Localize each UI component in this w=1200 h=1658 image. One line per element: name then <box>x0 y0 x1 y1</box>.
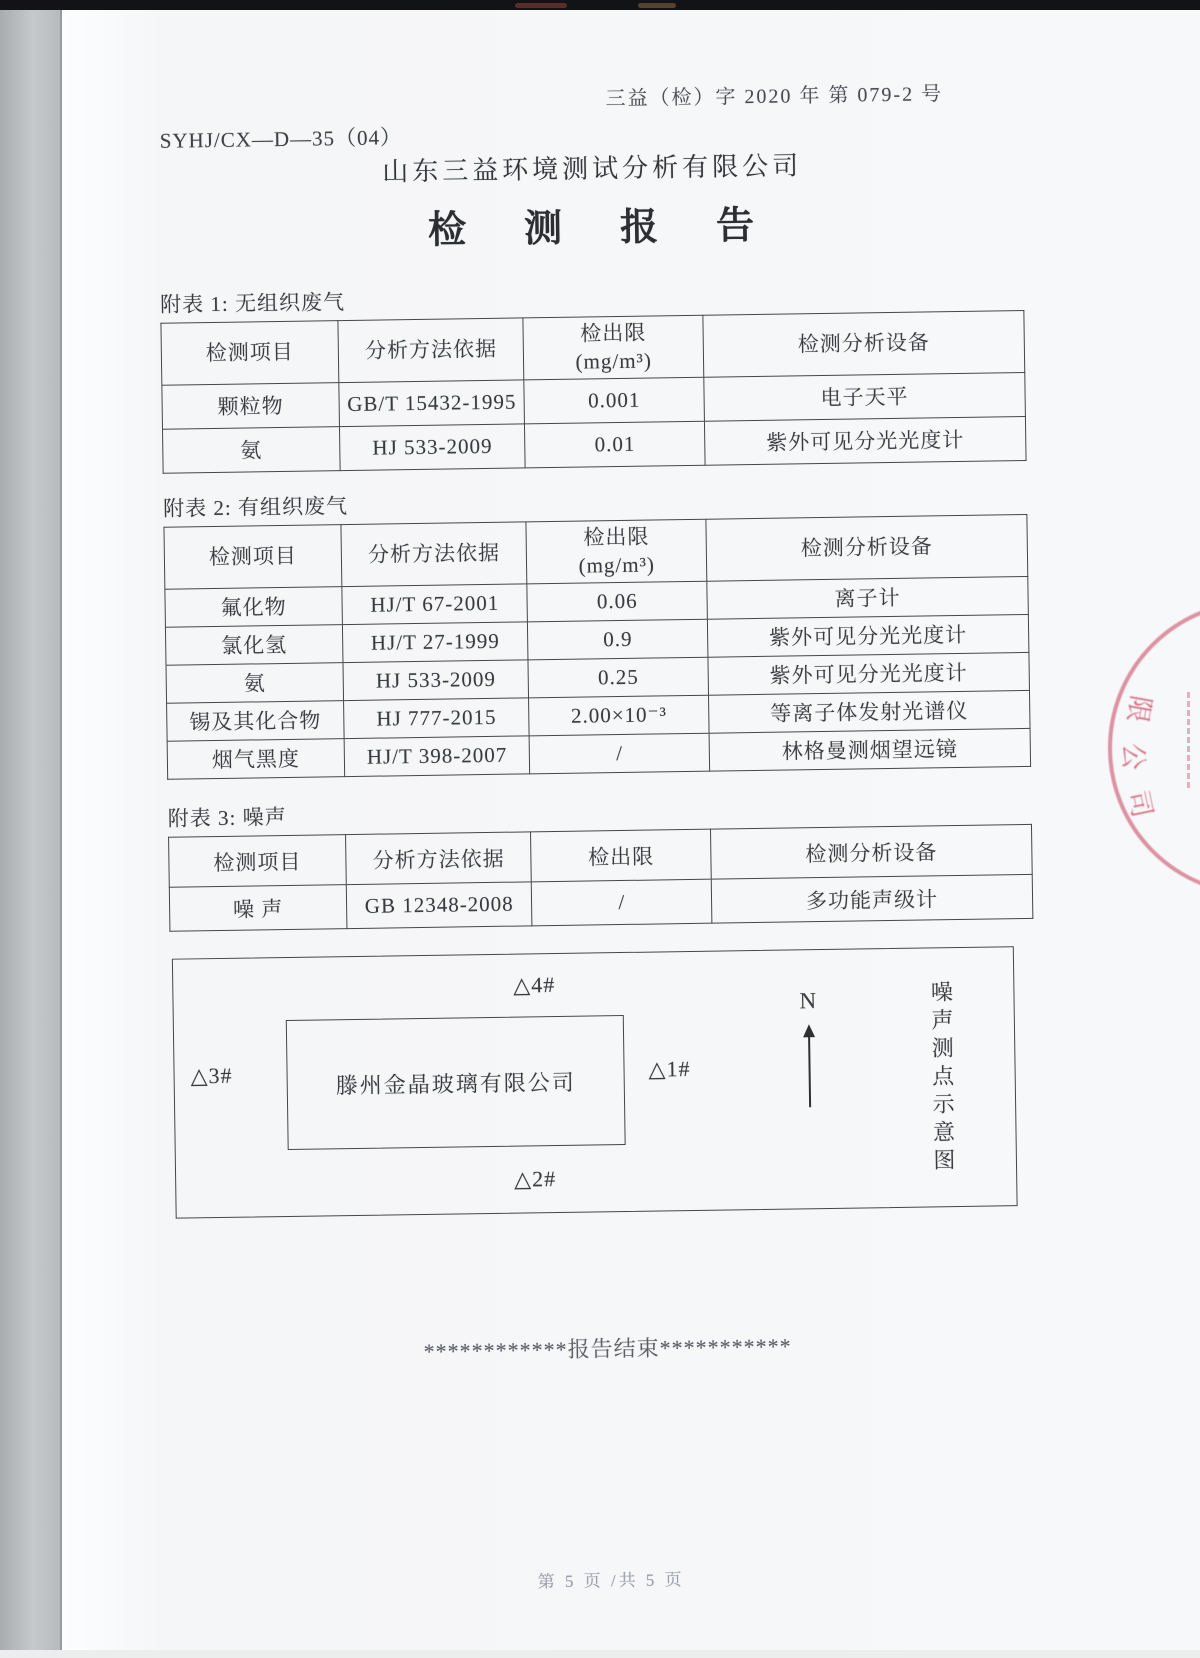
measure-point-1: △1# <box>648 1056 691 1082</box>
cell: 颗粒物 <box>162 382 340 429</box>
cell: 0.001 <box>524 377 704 424</box>
paper <box>62 10 1200 1650</box>
north-label: N <box>799 988 817 1014</box>
form-code: SYHJ/CX—D—35（04） <box>159 125 403 153</box>
cell: HJ 777-2015 <box>343 698 529 739</box>
col-header-equipment: 检测分析设备 <box>703 310 1025 376</box>
cell: 烟气黑度 <box>167 738 344 779</box>
cell: 离子计 <box>707 576 1029 619</box>
cell: 锡及其化合物 <box>167 700 344 741</box>
cell: 紫外可见分光光度计 <box>704 416 1026 465</box>
cell: 紫外可见分光光度计 <box>708 652 1030 695</box>
col-header-equipment: 检测分析设备 <box>706 514 1028 580</box>
cell: HJ/T 398-2007 <box>344 736 530 777</box>
page-number: 第 5 页 /共 5 页 <box>537 1570 685 1592</box>
cell: 等离子体发射光谱仪 <box>708 690 1030 733</box>
section-organized-gas <box>163 480 1031 779</box>
col-header-item: 检测项目 <box>164 525 342 589</box>
scan-artifact <box>515 3 567 8</box>
cell: 0.06 <box>527 581 707 622</box>
col-header-method: 分析方法依据 <box>341 522 527 586</box>
section-noise <box>168 790 1034 932</box>
north-arrow-icon <box>802 1024 817 1110</box>
cell: HJ 533-2009 <box>339 424 525 471</box>
cell: GB/T 15432-1995 <box>339 380 525 427</box>
col-header-limit: 检出限 <box>531 829 711 882</box>
cell: 氟化物 <box>165 586 342 627</box>
unorganized-waste-gas-table <box>160 310 1026 473</box>
col-header-method: 分析方法依据 <box>345 832 531 885</box>
seal-edge-artifact <box>1187 692 1190 788</box>
cell: 电子天平 <box>704 372 1026 421</box>
measure-point-4: △4# <box>513 972 556 998</box>
cell: 紫外可见分光光度计 <box>707 614 1029 657</box>
measure-point-3: △3# <box>190 1062 233 1089</box>
company-name: 山东三益环境测试分析有限公司 <box>381 151 803 187</box>
section-unorganized-gas <box>160 276 1027 473</box>
cell: 多功能声级计 <box>711 874 1033 923</box>
cell: 0.25 <box>528 657 708 698</box>
cell: 氨 <box>166 662 343 703</box>
col-header-item: 检测项目 <box>161 321 339 385</box>
cell: GB 12348-2008 <box>346 882 532 929</box>
measure-point-2: △2# <box>513 1166 557 1192</box>
cell: 氯化氢 <box>165 624 342 665</box>
cell: HJ 533-2009 <box>343 660 529 701</box>
col-header-method: 分析方法依据 <box>338 318 524 382</box>
col-header-item: 检测项目 <box>169 835 347 888</box>
cell: 0.01 <box>525 421 705 468</box>
report-title: 检测报告 <box>427 204 813 252</box>
company-building-box: 滕州金晶玻璃有限公司 <box>286 1015 626 1150</box>
table-2-label: 附表 2: 有组织废气 <box>163 494 349 521</box>
table-1-label: 附表 1: 无组织废气 <box>159 290 346 317</box>
organized-waste-gas-table <box>163 514 1031 779</box>
seal-character: 限 <box>1121 693 1157 725</box>
seal-character: 司 <box>1122 787 1158 821</box>
cell: 噪 声 <box>169 885 347 932</box>
noise-point-diagram <box>172 946 1018 1218</box>
cell: / <box>532 879 712 926</box>
report-end-line: ************报告结束*********** <box>423 1333 792 1364</box>
col-header-limit: 检出限 (mg/m³) <box>526 519 706 583</box>
cell: 2.00×10⁻³ <box>529 695 709 736</box>
seal-character: 公 <box>1118 743 1148 770</box>
cell: HJ/T 67-2001 <box>342 584 528 625</box>
cell: 林格曼测烟望远镜 <box>709 728 1031 771</box>
diagram-caption: 噪声测点示意图 <box>928 980 957 1177</box>
table-3-label: 附表 3: 噪声 <box>167 804 287 831</box>
col-header-limit: 检出限 (mg/m³) <box>523 315 703 379</box>
doc-number: 三益（检）字 2020 年 第 079-2 号 <box>605 83 944 111</box>
cell: / <box>530 733 710 774</box>
cell: HJ/T 27-1999 <box>342 622 528 663</box>
cell: 氨 <box>163 426 341 473</box>
cell: 0.9 <box>528 619 708 660</box>
noise-table <box>168 824 1033 932</box>
col-header-equipment: 检测分析设备 <box>710 824 1032 879</box>
scan-artifact <box>638 3 676 8</box>
